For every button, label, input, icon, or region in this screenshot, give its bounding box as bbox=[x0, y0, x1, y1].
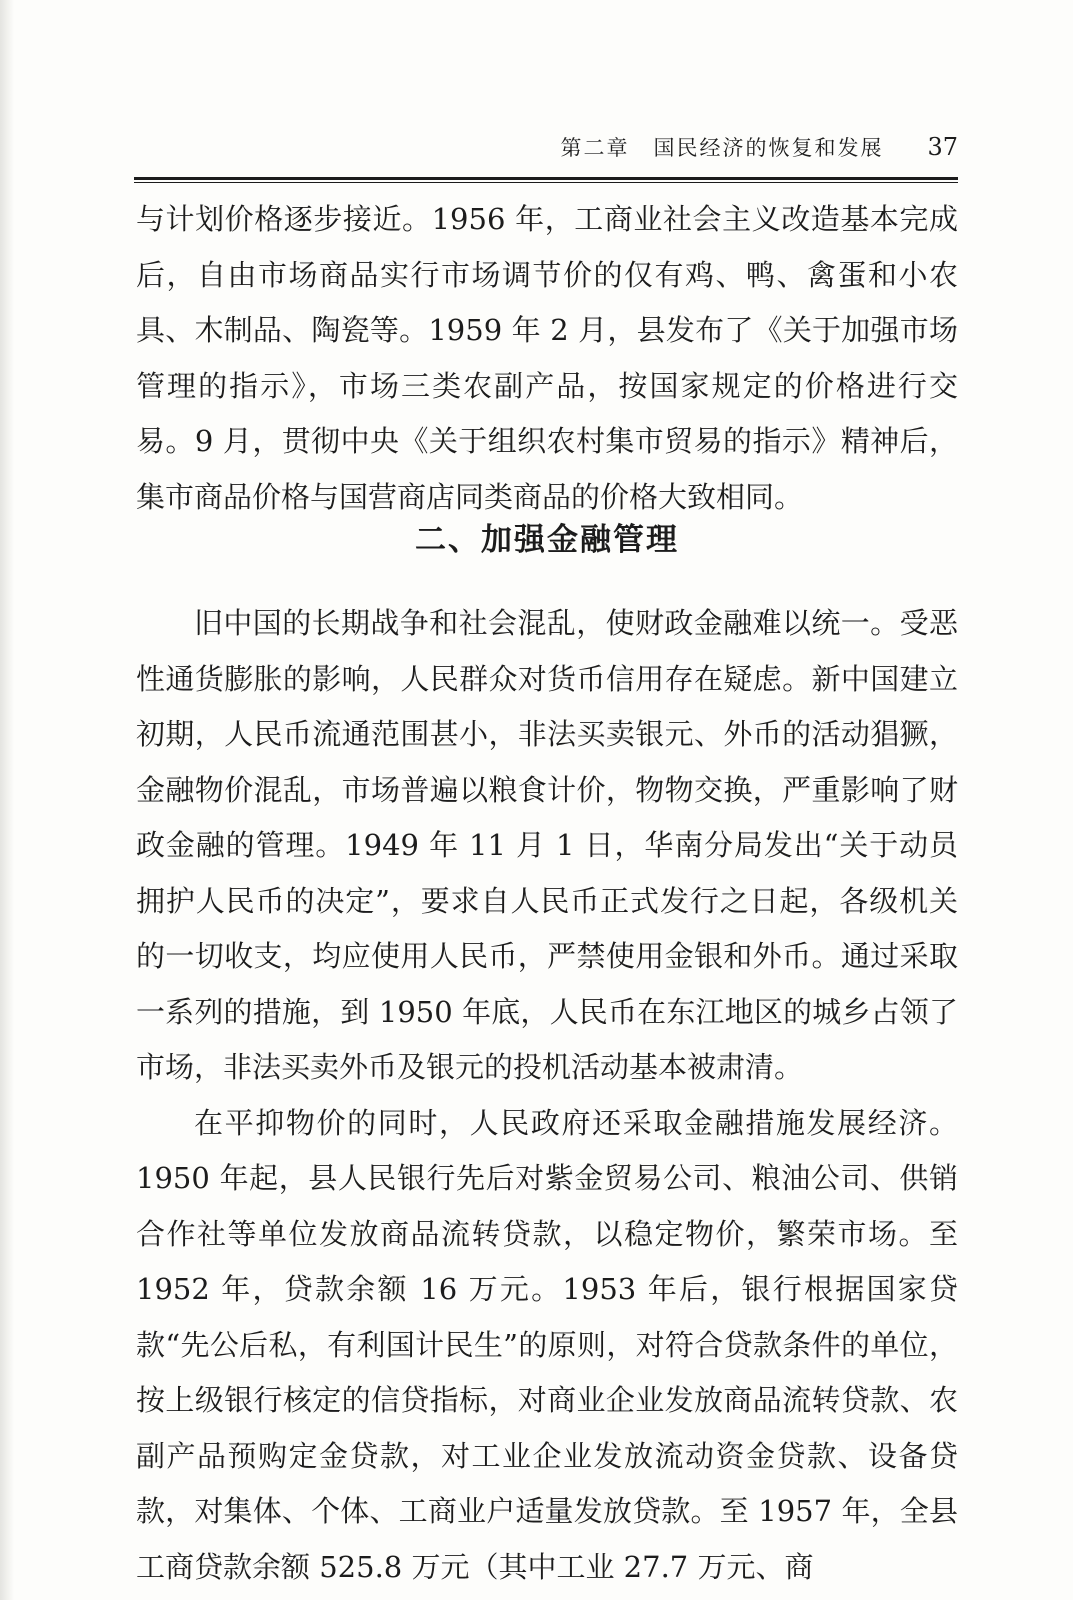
section-body bbox=[136, 596, 958, 1595]
chapter-title: 国民经济的恢复和发展 bbox=[653, 136, 884, 160]
chapter-label: 第二章 bbox=[560, 136, 630, 160]
section-heading: 二、加强金融管理 bbox=[415, 522, 679, 558]
paragraph-continued: 与计划价格逐步接近。1956 年，工商业社会主义改造基本完成后，自由市场商品实行市场调节价的仅有鸡、鸭、禽蛋和小农具、木制品、陶瓷等。1959 年 2 月，县发布了《关于加强市场管理的指示》，市场三类农副产品，按国家规定的价格进行交易。9 月，贯彻中央《关于组织农村集市贸易的指示》精神后，集市商品价格与国营商店同类商品的价格大致相同。 bbox=[136, 202, 958, 514]
header-rule-thick bbox=[134, 177, 958, 180]
scan-edge-shadow bbox=[0, 0, 14, 1600]
running-header bbox=[136, 132, 958, 168]
section-paragraph-1: 旧中国的长期战争和社会混乱，使财政金融难以统一。受恶性通货膨胀的影响，人民群众对货币信用存在疑虑。新中国建立初期，人民币流通范围甚小，非法买卖银元、外币的活动猖獗，金融物价混乱，市场普遍以粮食计价，物物交换，严重影响了财政金融的管理。1949 年 11 月 1 日，华南分局发出“关于动员拥护人民币的决定”，要求自人民币正式发行之日起，各级机关的一切收支，均应使用人民币，严禁使用金银和外币。通过采取一系列的措施，到 1950 年底，人民币在东江地区的城乡占领了市场，非法买卖外币及银元的投机活动基本被肃清。 bbox=[136, 606, 958, 1084]
section-paragraph-2: 在平抑物价的同时，人民政府还采取金融措施发展经济。1950 年起，县人民银行先后对紫金贸易公司、粮油公司、供销合作社等单位发放商品流转贷款，以稳定物价，繁荣市场。至 1952 年，贷款余额 16 万元。1953 年后，银行根据国家贷款“先公后私，有利国计民生”的原则，对符合贷款条件的单位，按上级银行核定的信贷指标，对商业企业发放商品流转贷款、农副产品预购定金贷款，对工业企业发放流动资金贷款、设备贷款，对集体、个体、工商业户适量发放贷款。至 1957 年，全县工商贷款余额 525.8 万元（其中工业 27.7 万元、商 bbox=[136, 1105, 958, 1584]
page-number: 37 bbox=[927, 133, 958, 161]
header-rule-thin bbox=[134, 182, 958, 183]
